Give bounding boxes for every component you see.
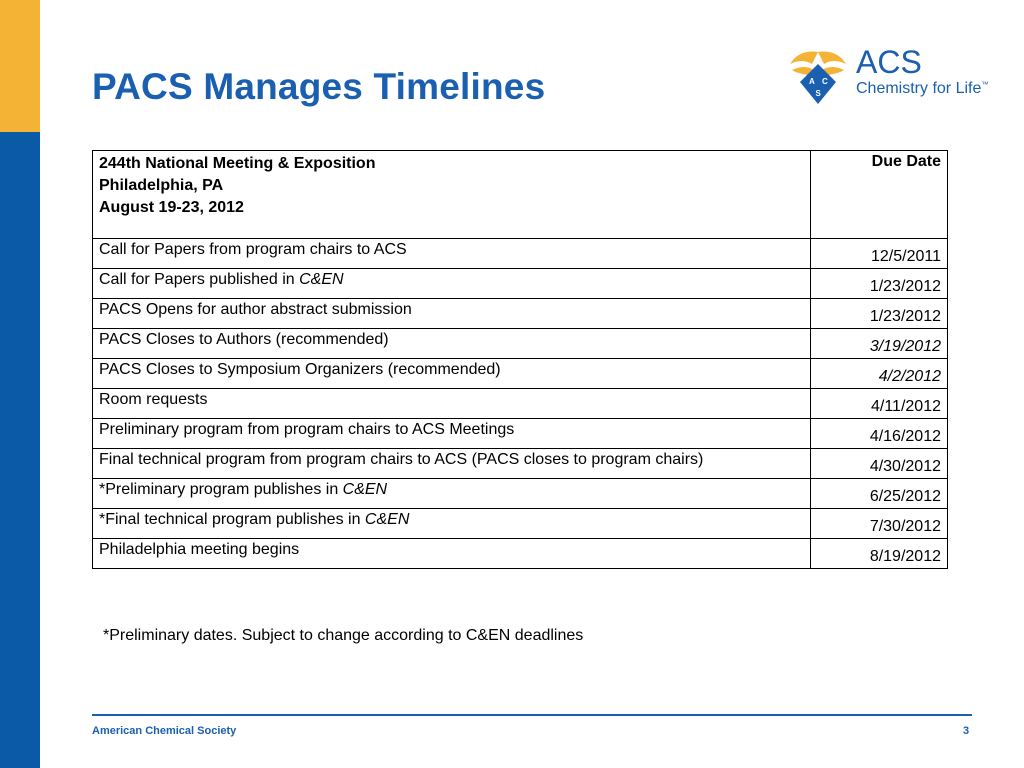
table-row xyxy=(93,239,948,269)
event-cell xyxy=(93,419,811,449)
due-date: 7/30/2012 xyxy=(869,518,941,535)
event-cell xyxy=(93,299,811,329)
event-text: Philadelphia meeting begins xyxy=(99,541,300,558)
due-date-cell xyxy=(811,479,948,509)
due-date: 6/25/2012 xyxy=(869,488,941,505)
due-date: 1/23/2012 xyxy=(869,308,941,325)
event-text: Preliminary program from program chairs to ACS Meetings xyxy=(99,421,515,438)
event-cell xyxy=(93,359,811,389)
table-row xyxy=(93,299,948,329)
table-row xyxy=(93,389,948,419)
meeting-info-cell xyxy=(93,151,811,239)
slide-title: PACS Manages Timelines xyxy=(92,66,546,107)
due-date-cell xyxy=(811,419,948,449)
logo-tagline-text: Chemistry for Life xyxy=(856,80,982,97)
due-date: 4/2/2012 xyxy=(878,368,941,385)
event-cell xyxy=(93,329,811,359)
due-date-cell xyxy=(811,389,948,419)
footnote: *Preliminary dates. Subject to change according to C&EN deadlines xyxy=(103,627,584,644)
publication-name: C&EN xyxy=(342,481,388,498)
footer-page-number: 3 xyxy=(963,725,970,737)
event-cell xyxy=(93,509,811,539)
due-date: 1/23/2012 xyxy=(869,278,941,295)
due-date: 4/16/2012 xyxy=(869,428,941,445)
acs-logo xyxy=(786,44,989,114)
due-date-cell xyxy=(811,329,948,359)
event-text: Final technical program from program chairs to ACS (PACS closes to program chairs) xyxy=(99,451,704,468)
event-text: *Final technical program publishes in xyxy=(99,511,365,528)
table-row xyxy=(93,419,948,449)
sidebar-gold-block xyxy=(0,0,40,132)
event-text: PACS Closes to Symposium Organizers (recommended) xyxy=(99,361,501,378)
logo-tagline: Chemistry for Life™ xyxy=(856,80,989,97)
due-date: 4/11/2012 xyxy=(871,398,941,415)
footer-divider xyxy=(92,714,972,716)
event-text: PACS Closes to Authors (recommended) xyxy=(99,331,389,348)
table-row xyxy=(93,479,948,509)
due-date: 3/19/2012 xyxy=(869,338,941,355)
due-date: 8/19/2012 xyxy=(869,548,941,565)
due-date-cell xyxy=(811,449,948,479)
timeline-table xyxy=(92,150,948,569)
table-row xyxy=(93,269,948,299)
event-cell xyxy=(93,269,811,299)
event-cell xyxy=(93,449,811,479)
event-text: Room requests xyxy=(99,391,208,408)
due-date-cell xyxy=(811,359,948,389)
event-cell xyxy=(93,389,811,419)
event-cell xyxy=(93,239,811,269)
table-row xyxy=(93,539,948,569)
meeting-location: Philadelphia, PA xyxy=(99,177,224,194)
event-cell xyxy=(93,479,811,509)
event-text: PACS Opens for author abstract submission xyxy=(99,301,412,318)
emblem-letter-c: C xyxy=(822,77,828,86)
event-text: Call for Papers published in xyxy=(99,271,300,288)
table-row xyxy=(93,509,948,539)
emblem-letter-a: A xyxy=(809,77,815,86)
emblem-letter-s: S xyxy=(815,89,821,98)
meeting-dates: August 19-23, 2012 xyxy=(99,199,244,216)
due-date-cell xyxy=(811,269,948,299)
event-text: Call for Papers from program chairs to ACS xyxy=(99,241,407,258)
logo-wordmark: ACS xyxy=(856,44,922,80)
due-date-header: Due Date xyxy=(811,151,948,239)
table-row xyxy=(93,329,948,359)
due-date-cell xyxy=(811,239,948,269)
table-row xyxy=(93,449,948,479)
meeting-name: 244th National Meeting & Exposition xyxy=(99,155,376,172)
acs-emblem-icon xyxy=(786,44,850,108)
table-row xyxy=(93,359,948,389)
due-date-cell xyxy=(811,539,948,569)
footer-organization: American Chemical Society xyxy=(92,725,237,737)
table-header-row xyxy=(93,151,948,239)
event-text: *Preliminary program publishes in xyxy=(99,481,343,498)
event-cell xyxy=(93,539,811,569)
due-date-cell xyxy=(811,509,948,539)
publication-name: C&EN xyxy=(364,511,410,528)
publication-name: C&EN xyxy=(299,271,344,288)
due-date: 4/30/2012 xyxy=(869,458,941,475)
due-date-cell xyxy=(811,299,948,329)
due-date: 12/5/2011 xyxy=(871,248,941,265)
